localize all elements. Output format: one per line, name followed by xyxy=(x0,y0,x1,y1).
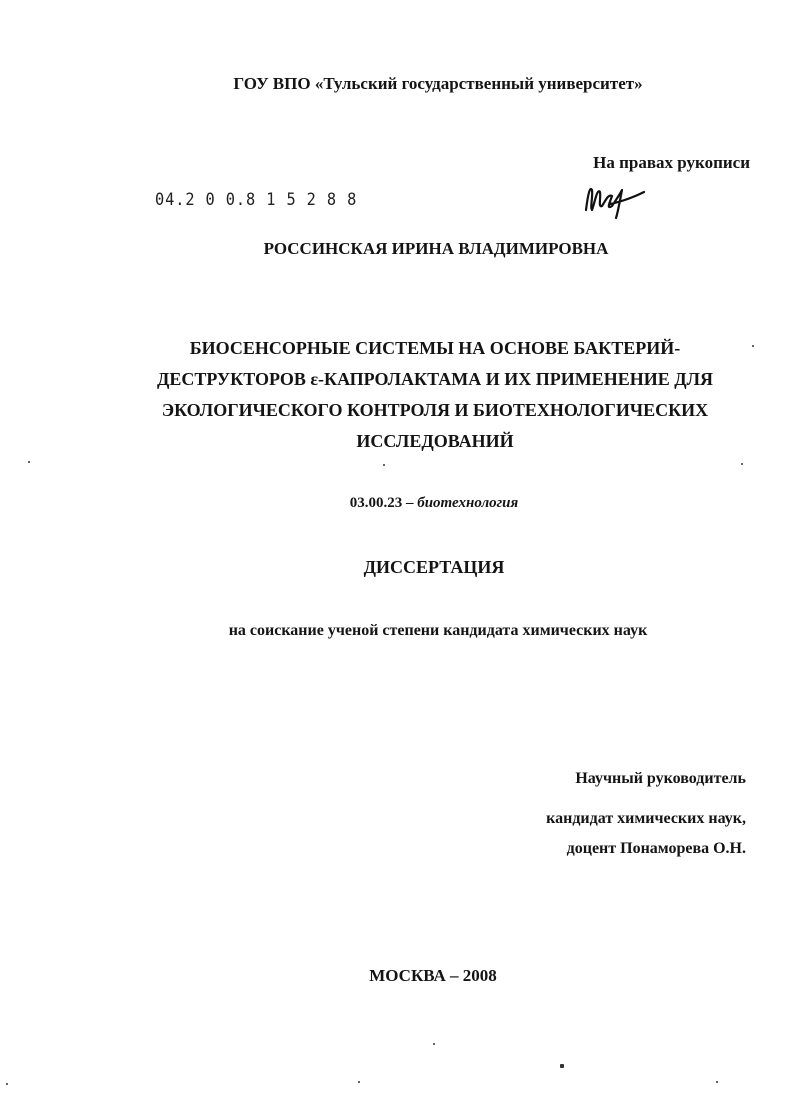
specialty-line xyxy=(0,495,796,512)
degree-statement: на соискание ученой степени кандидата химических наук xyxy=(228,622,648,639)
scan-speck xyxy=(752,345,754,347)
title-line: БИОСЕНСОРНЫЕ СИСТЕМЫ НА ОСНОВЕ БАКТЕРИЙ- xyxy=(189,338,681,358)
scan-speck xyxy=(358,1081,360,1083)
signature-icon xyxy=(580,180,650,222)
scan-speck xyxy=(716,1081,718,1083)
supervisor-name: доцент Понаморева О.Н. xyxy=(566,840,746,857)
scan-speck xyxy=(383,464,385,466)
scan-speck xyxy=(433,1043,435,1045)
supervisor-block xyxy=(426,770,746,870)
author-name: РОССИНСКАЯ ИРИНА ВЛАДИМИРОВНА xyxy=(263,239,609,258)
dissertation-title xyxy=(140,333,730,457)
scan-speck xyxy=(560,1064,564,1068)
specialty-code: 03.00.23 xyxy=(349,495,403,511)
document-type: ДИССЕРТАЦИЯ xyxy=(363,557,505,577)
city-year: МОСКВА – 2008 xyxy=(369,966,497,985)
supervisor-degree: кандидат химических наук, xyxy=(546,810,746,827)
specialty-separator: – xyxy=(402,495,418,511)
institution-name: ГОУ ВПО «Тульский государственный университет» xyxy=(233,74,643,93)
scan-speck xyxy=(6,1083,8,1085)
specialty-name: биотехнология xyxy=(417,495,519,511)
archive-stamp: 04.2 0 0.8 1 5 2 8 8 xyxy=(155,190,358,210)
title-line: ИССЛЕДОВАНИЙ xyxy=(356,431,514,451)
scan-speck xyxy=(28,461,30,463)
title-line: ЭКОЛОГИЧЕСКОГО КОНТРОЛЯ И БИОТЕХНОЛОГИЧЕСКИХ xyxy=(161,400,709,420)
manuscript-rights: На правах рукописи xyxy=(593,153,750,172)
supervisor-label: Научный руководитель xyxy=(575,770,746,787)
scan-speck xyxy=(741,463,743,465)
title-line: ДЕСТРУКТОРОВ ε-КАПРОЛАКТАМА И ИХ ПРИМЕНЕНИЕ ДЛЯ xyxy=(156,369,713,389)
